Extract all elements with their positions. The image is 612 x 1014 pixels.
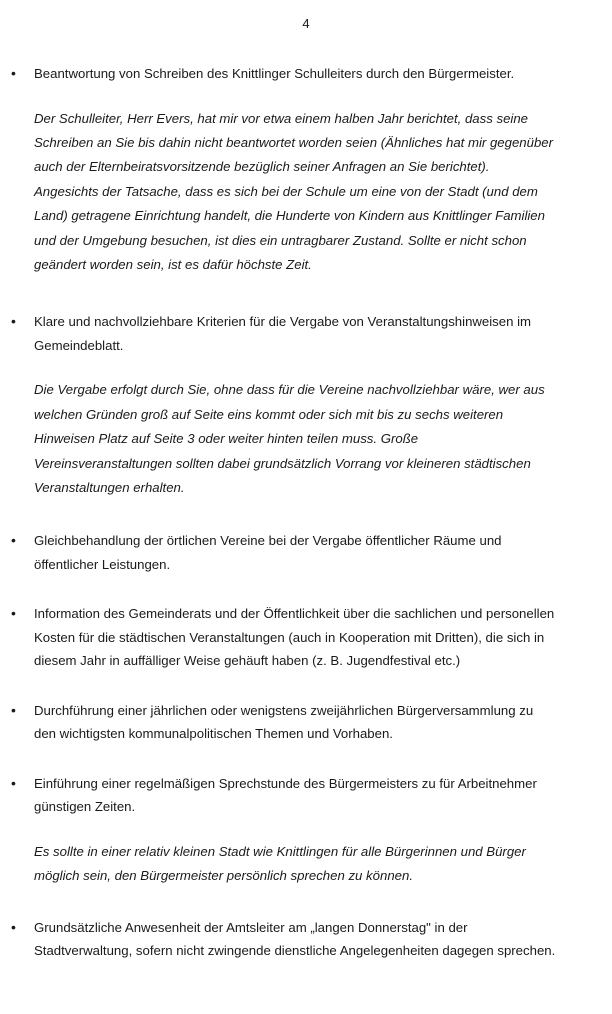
item-note <box>34 840 609 889</box>
item-line: den wichtigsten kommunalpolitischen Themen und Vorhaben. <box>34 726 393 742</box>
note-line: Die Vergabe erfolgt durch Sie, ohne dass für die Vereine nachvollziehbar wäre, wer aus <box>34 382 545 398</box>
note-line: geändert worden sein, ist es dafür höchste Zeit. <box>34 256 312 272</box>
note-line: Der Schulleiter, Herr Evers, hat mir vor etwa einem halben Jahr berichtet, dass seine <box>34 110 529 126</box>
item-text <box>34 310 609 357</box>
document-body <box>0 62 612 963</box>
bullet: • <box>11 918 16 935</box>
note-line: möglich sein, den Bürgermeister persönlich sprechen zu können. <box>34 868 413 884</box>
list-item-event-criteria <box>0 310 612 500</box>
item-line: Gemeindeblatt. <box>34 337 124 353</box>
item-line: Gleichbehandlung der örtlichen Vereine bei der Vergabe öffentlicher Räume und <box>34 533 502 549</box>
item-line: Kosten für die städtischen Veranstaltungen (auch in Kooperation mit Dritten), die sich in <box>34 629 545 645</box>
note-line: Land) getragene Einrichtung handelt, die Hunderte von Kindern aus Knittlinger Familien <box>34 208 545 224</box>
bullet: • <box>11 701 16 718</box>
note-line: auch der Elternbeiratsvorsitzende bezüglich seiner Anfragen an Sie berichtet). <box>34 159 490 175</box>
note-line: Vereinsveranstaltungen sollten dabei grundsätzlich Vorrang vor kleineren städtischen <box>34 455 531 471</box>
list-item-cost-information <box>0 602 612 673</box>
item-text: Beantwortung von Schreiben des Knittlinger Schulleiters durch den Bürgermeister. <box>34 66 515 81</box>
note-line: Schreiben an Sie bis dahin nicht beantwortet worden seien (Ähnliches hat mir gegenüber <box>34 134 554 150</box>
item-line: Stadtverwaltung, sofern nicht zwingende dienstliche Angelegenheiten dagegen sprechen. <box>34 943 556 959</box>
note-line: Es sollte in einer relativ kleinen Stadt wie Knittlingen für alle Bürgerinnen und Bürger <box>34 843 526 859</box>
note-line: welchen Gründen groß auf Seite eins kommt oder sich mit bis zu sechs weiteren <box>34 406 504 422</box>
item-line: Information des Gemeinderats und der Öffentlichkeit über die sachlichen und personellen <box>34 606 555 622</box>
item-text <box>34 602 609 673</box>
item-text <box>34 916 609 963</box>
item-line: Klare und nachvollziehbare Kriterien für die Vergabe von Veranstaltungshinweisen im <box>34 314 532 330</box>
bullet: • <box>11 65 16 81</box>
item-text <box>34 772 609 819</box>
item-text <box>34 529 609 576</box>
bullet: • <box>11 532 16 549</box>
note-line: Angesichts der Tatsache, dass es sich bei der Schule um eine von der Stadt (und dem <box>34 183 538 199</box>
note-line: und der Umgebung besuchen, ist dies ein untragbarer Zustand. Sollte er nicht schon <box>34 232 527 248</box>
item-line: günstigen Zeiten. <box>34 799 136 815</box>
item-note <box>34 107 609 278</box>
item-text <box>34 699 609 746</box>
item-line: Durchführung einer jährlichen oder wenigstens zweijährlichen Bürgerversammlung zu <box>34 702 534 718</box>
item-line: öffentlicher Leistungen. <box>34 556 171 572</box>
note-line: Hinweisen Platz auf Seite 3 oder weiter hinten teilen muss. Große <box>34 431 419 447</box>
page-number: 4 <box>302 16 310 31</box>
list-item-office-hours <box>0 772 612 889</box>
list-item-department-heads <box>0 916 612 963</box>
bullet: • <box>11 313 16 330</box>
bullet: • <box>11 774 16 791</box>
list-item-equal-treatment <box>0 529 612 576</box>
bullet: • <box>11 605 16 622</box>
item-line: Einführung einer regelmäßigen Sprechstunde des Bürgermeisters zu für Arbeitnehmer <box>34 775 537 791</box>
item-line: diesem Jahr in auffälliger Weise gehäuft haben (z. B. Jugendfestival etc.) <box>34 653 461 669</box>
list-item-school-letters <box>0 62 612 277</box>
note-line: Veranstaltungen erhalten. <box>34 479 185 495</box>
item-line: Grundsätzliche Anwesenheit der Amtsleiter am „langen Donnerstag" in der <box>34 919 468 935</box>
item-note <box>34 378 609 500</box>
list-item-citizens-assembly <box>0 699 612 746</box>
